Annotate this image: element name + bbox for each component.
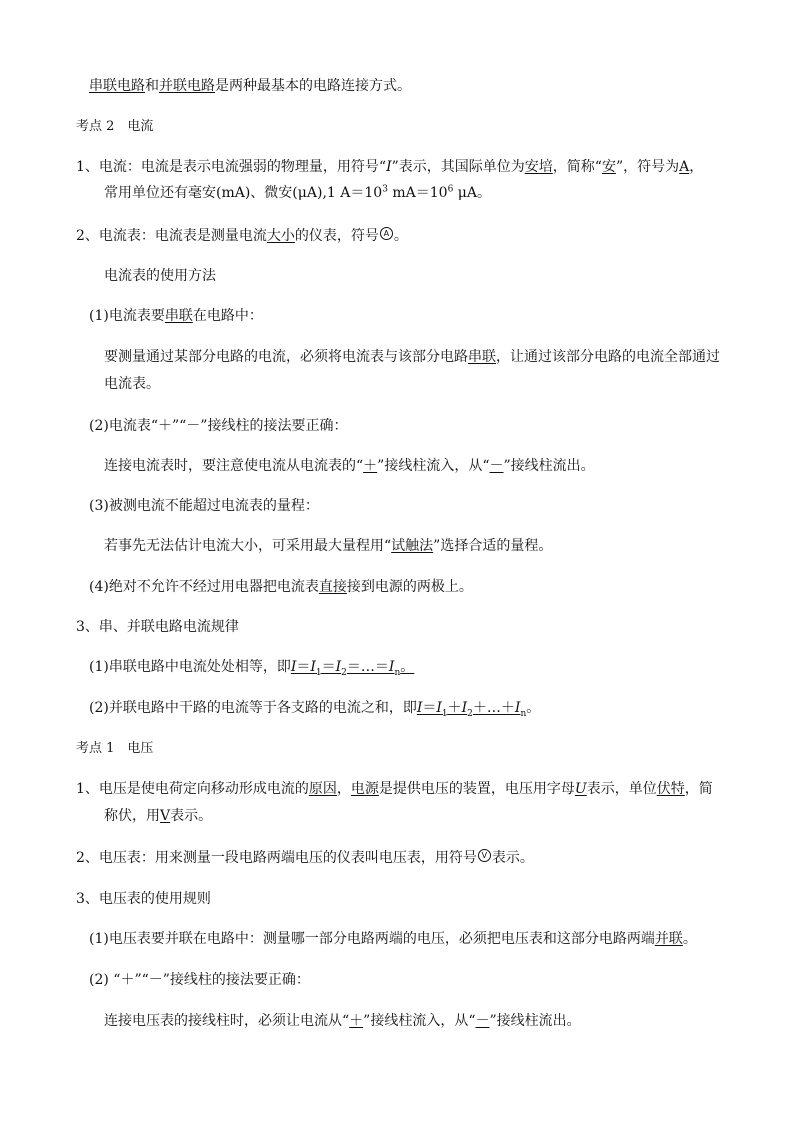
ammeter-rule-2-explanation: 连接电流表时，要注意使电流从电流表的“＋”接线柱流入，从“－”接线柱流出。 bbox=[104, 458, 595, 474]
parallel-current-law: (2)并联电路中干路的电流等于各支路的电流之和，即$I=I_1+I_2+\dots+I_n$。 bbox=[89, 700, 541, 719]
voltmeter-symbol-icon: V bbox=[478, 849, 491, 862]
voltmeter-rule-1: (1)电压表要并联在电路中：测量哪一部分电路两端的电压，必须把电压表和这部分电路两端并联。 bbox=[89, 931, 697, 947]
intro-line: 串联电路和并联电路是两种最基本的电路连接方式。 bbox=[89, 78, 411, 94]
ammeter-rule-3: (3)被测电流不能超过电流表的量程： bbox=[89, 498, 319, 514]
series-current-law: (1)串联电路中电流处处相等，即$I=I_1=I_2=\dots=I_n$。 bbox=[89, 659, 415, 678]
voltmeter-rule-2-explanation: 连接电压表的接线柱时，必须让电流从“＋”接线柱流入，从“－”接线柱流出。 bbox=[104, 1013, 581, 1029]
voltage-item-2: 2、电压表：用来测量一段电路两端电压的仪表叫电压表，用符号 V 表示。 bbox=[76, 850, 534, 866]
ammeter-symbol-icon: A bbox=[380, 227, 393, 240]
current-item-1-line2: 常用单位还有毫安(mA)、微安(μA),1 $A=10^3$ $mA=10^6$ μA。 bbox=[104, 184, 491, 201]
section-heading-current: 考点 2 电流 bbox=[76, 119, 154, 134]
ammeter-rule-4: (4)绝对不允许不经过用电器把电流表直接接到电源的两极上。 bbox=[89, 579, 473, 595]
current-item-3: 3、串、并联电路电流规律 bbox=[76, 619, 239, 635]
ammeter-rule-2: (2)电流表“＋”“－”接线柱的接法要正确： bbox=[89, 418, 348, 434]
ammeter-rule-1-explanation: 要测量通过某部分电路的电流，必须将电流表与该部分电路串联，让通过该部分电路的电流全部通过 bbox=[104, 349, 720, 365]
voltage-item-1-line2: 称伏，用V表示。 bbox=[104, 808, 213, 824]
current-item-2: 2、电流表：电流表是测量电流大小的仪表，符号 A 。 bbox=[76, 228, 408, 244]
current-item-1: 1、电流：电流是表示电流强弱的物理量，用符号“I”表示，其国际单位为安培，简称“安”，符号为A， bbox=[76, 159, 704, 175]
voltage-item-3: 3、电压表的使用规则 bbox=[76, 891, 211, 907]
section-heading-voltage: 考点 1 电压 bbox=[76, 741, 154, 756]
ammeter-usage-title: 电流表的使用方法 bbox=[104, 268, 216, 284]
series-current-formula: $I=I_1=I_2=\dots=I_n$。 bbox=[290, 659, 415, 678]
voltage-item-1: 1、电压是使电荷定向移动形成电流的原因，电源是提供电压的装置，电压用字母U表示，单位伏特，简 bbox=[76, 781, 713, 797]
parallel-circuit-term: 并联电路 bbox=[159, 78, 215, 94]
ammeter-rule-1: (1)电流表要串联在电路中： bbox=[89, 308, 263, 324]
parallel-current-formula: $I=I_1+I_2+\dots+I_n$ bbox=[416, 700, 527, 719]
series-circuit-term: 串联电路 bbox=[89, 78, 145, 94]
ammeter-rule-3-explanation: 若事先无法估计电流大小，可采用最大量程用“试触法”选择合适的量程。 bbox=[104, 538, 553, 554]
voltmeter-rule-2: (2) “＋”“－”接线柱的接法要正确： bbox=[89, 972, 310, 988]
ammeter-rule-1-explanation-line2: 电流表。 bbox=[104, 376, 160, 392]
